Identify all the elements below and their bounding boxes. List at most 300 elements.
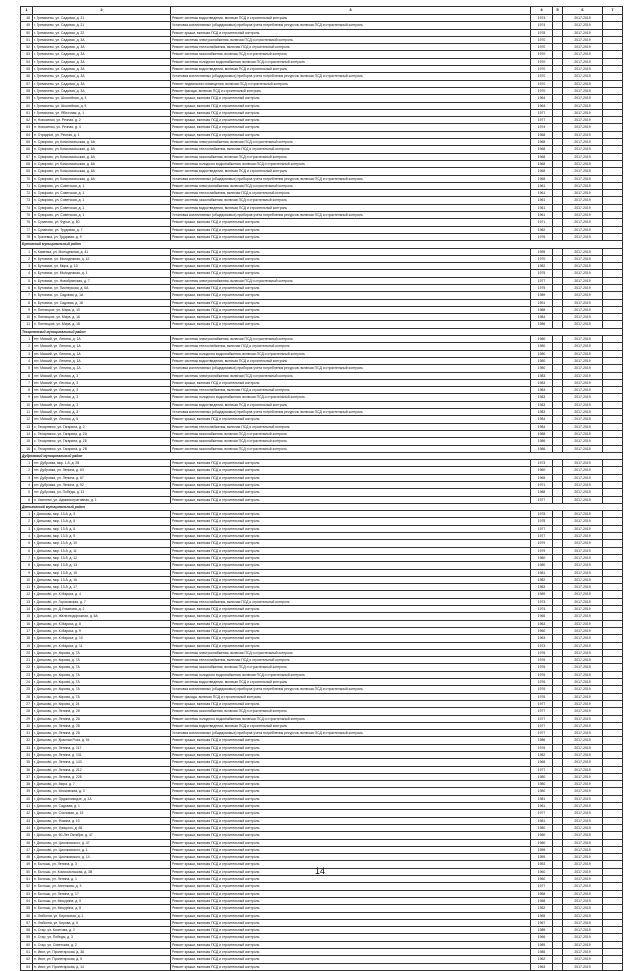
empty-cell [553,36,563,43]
empty-cell [553,591,563,598]
empty-cell [553,175,563,182]
period-cell: 2017-2019 [563,890,603,897]
empty-cell [603,277,623,284]
table-row [21,700,623,707]
table-row [21,387,623,394]
table-row [21,263,623,270]
empty-cell [553,226,563,233]
empty-cell [603,139,623,146]
year-cell: 1973 [531,598,553,605]
row-number-cell: 53 [21,51,33,58]
table-row [21,759,623,766]
period-cell: 2017-2019 [563,861,603,868]
year-cell: 1970 [531,36,553,43]
row-number-cell: 28 [21,708,33,715]
empty-cell [553,131,563,138]
year-cell: 1977 [531,708,553,715]
header-row [21,7,623,15]
work-type-cell: Ремонт крыши, включая ПСД и строительный контроль [171,219,531,226]
row-number-cell: 18 [21,635,33,642]
empty-cell [553,416,563,423]
period-cell: 2017-2019 [563,876,603,883]
address-cell: пгт. Мяский, ул. Лесная, д. 3 [33,401,171,408]
period-cell: 2017-2019 [563,730,603,737]
empty-cell [553,744,563,751]
empty-cell [553,146,563,153]
period-cell: 2017-2019 [563,219,603,226]
year-cell: 1961 [531,197,553,204]
empty-cell [603,554,623,561]
period-cell: 2017-2019 [563,387,603,394]
section-row [21,452,623,459]
period-cell: 2017-2019 [563,66,603,73]
table-row [21,576,623,583]
work-type-cell: Ремонт крыши, включая ПСД и строительный контроль [171,832,531,839]
row-number-cell: 3 [21,474,33,481]
empty-cell [603,708,623,715]
year-cell: 1978 [531,511,553,518]
empty-cell [603,606,623,613]
section-row [21,503,623,510]
year-cell: 1970 [531,87,553,94]
table-row [21,846,623,853]
row-number-cell: 11 [21,409,33,416]
row-number-cell: 2 [21,343,33,350]
year-cell: 1976 [531,679,553,686]
row-number-cell: 5 [21,365,33,372]
year-cell: 1995 [531,248,553,255]
period-cell: 2017-2019 [563,613,603,620]
address-cell: п. Новоселки, ул. Речная, д. 4 [33,124,171,131]
period-cell: 2017-2019 [563,467,603,474]
year-cell: 1980 [531,839,553,846]
work-type-cell: Ремонт системы холодного водоснабжения, включая ПСД и строительный контроль [171,58,531,65]
address-cell: п. Любохна, ул. Березовая, д. 1 [33,912,171,919]
table-row [21,766,623,773]
empty-cell [553,941,563,948]
work-type-cell: Ремонт крыши, включая ПСД и строительный контроль [171,263,531,270]
empty-cell [603,168,623,175]
year-cell: 1979 [531,547,553,554]
table-row [21,897,623,904]
empty-cell [553,160,563,167]
empty-cell [603,314,623,321]
empty-cell [603,883,623,890]
year-cell: 1968 [531,175,553,182]
period-cell: 2017-2019 [563,846,603,853]
work-type-cell: Ремонт системы газоснабжения, включая ПСД и строительный контроль [171,445,531,452]
year-cell: 1976 [531,693,553,700]
empty-cell [553,153,563,160]
year-cell: 1974 [531,15,553,22]
address-cell: г. Дятьково, ул. Ленина, д. 28 [33,730,171,737]
empty-cell [553,905,563,912]
table-row [21,66,623,73]
row-number-cell: 62 [21,117,33,124]
row-number-cell: 67 [21,153,33,160]
table-row [21,941,623,948]
empty-cell [603,525,623,532]
empty-cell [553,306,563,313]
empty-cell [553,788,563,795]
year-cell: 1958 [531,897,553,904]
empty-cell [553,627,563,634]
period-cell: 2017-2019 [563,635,603,642]
empty-cell [553,730,563,737]
year-cell: 1965 [531,474,553,481]
row-number-cell: 39 [21,788,33,795]
row-number-cell: 53 [21,890,33,897]
year-cell: 1980 [531,343,553,350]
row-number-cell: 1 [21,511,33,518]
period-cell: 2017-2019 [563,751,603,758]
header-cell: 4 [531,7,553,15]
address-cell: п. Бытошь, ул. Ленина, д. 1 [33,876,171,883]
empty-cell [553,460,563,467]
empty-cell [553,168,563,175]
year-cell: 1983 [531,394,553,401]
period-cell: 2017-2019 [563,263,603,270]
year-cell: 1978 [531,29,553,36]
period-cell: 2017-2019 [563,277,603,284]
table-row [21,255,623,262]
work-type-cell: Ремонт крыши, включая ПСД и строительный контроль [171,233,531,240]
table-row [21,751,623,758]
table-row [21,306,623,313]
year-cell: 1966 [531,934,553,941]
period-cell: 2017-2019 [563,627,603,634]
table-row [21,460,623,467]
table-row [21,781,623,788]
year-cell: 1965 [531,912,553,919]
work-type-cell: Ремонт крыши, включая ПСД и строительный контроль [171,890,531,897]
header-cell: 1 [21,7,33,15]
row-number-cell: 61 [21,109,33,116]
year-cell: 1979 [531,540,553,547]
year-cell: 1976 [531,686,553,693]
empty-cell [603,365,623,372]
empty-cell [603,846,623,853]
empty-cell [603,686,623,693]
address-cell: г. Дятьково, ул. Ленина, д. 28 [33,708,171,715]
year-cell: 1970 [531,66,553,73]
address-cell: г. Гремячево, ул. Садовая, д. 22 [33,29,171,36]
address-cell: п. Суворово, ул. Советская, д. 1 [33,190,171,197]
work-type-cell: Ремонт крыши, включая ПСД и строительный контроль [171,846,531,853]
document-table-container [20,6,622,971]
work-type-cell: Ремонт системы теплоснабжения, включая ПСД и строительный контроль [171,423,531,430]
table-row [21,547,623,554]
empty-cell [553,299,563,306]
address-cell: п. Новоселки, ул. Речная, д. 2 [33,117,171,124]
table-row [21,912,623,919]
empty-cell [603,248,623,255]
address-cell: г. Дятьково, ул. Кирова, д. 24 [33,700,171,707]
work-type-cell: Ремонт крыши, включая ПСД и строительный контроль [171,321,531,328]
table-row [21,153,623,160]
empty-cell [553,686,563,693]
year-cell: 1968 [531,153,553,160]
address-cell: г. Гремячево, ул. Шоссейная, д. 3 [33,95,171,102]
empty-cell [603,22,623,29]
empty-cell [553,664,563,671]
period-cell: 2017-2019 [563,474,603,481]
row-number-cell: 6 [21,547,33,554]
year-cell: 1988 [531,306,553,313]
period-cell: 2017-2019 [563,941,603,948]
empty-cell [553,854,563,861]
empty-cell [603,87,623,94]
row-number-cell: 21 [21,657,33,664]
year-cell: 1978 [531,518,553,525]
empty-cell [603,263,623,270]
address-cell: г. Дятьково, мкр. 13-й, д. 3 [33,511,171,518]
work-type-cell: Ремонт системы водоотведения, включая ПСД и строительный контроль [171,357,531,364]
row-number-cell: 20 [21,649,33,656]
period-cell: 2017-2019 [563,949,603,956]
empty-cell [603,613,623,620]
address-cell: п. Суханово, ул. Фурье, д. 80 [33,219,171,226]
empty-cell [553,430,563,437]
period-cell: 2017-2019 [563,482,603,489]
work-type-cell: Ремонт системы электроснабжения, включая ПСД и строительный контроль [171,649,531,656]
address-cell: п. Суворово, ул. Комсомольская, д. 6А [33,153,171,160]
empty-cell [553,839,563,846]
address-cell: г. Дятьково, ул. Ленина, д. 143 [33,759,171,766]
table-row [21,620,623,627]
header-cell: 6 [563,7,603,15]
table-row [21,409,623,416]
table-row [21,22,623,29]
address-cell: пгт. Дубровка, ул. Ленина, д. 92 [33,482,171,489]
period-cell: 2017-2019 [563,365,603,372]
address-cell: с. Тесарнянск, ул. Гагарина, д. 2 [33,423,171,430]
period-cell: 2017-2019 [563,912,603,919]
empty-cell [553,66,563,73]
empty-cell [603,80,623,87]
address-cell: г. Дятьково, ул. Ленина, д. 131 [33,751,171,758]
work-type-cell: Установка коллективных (общедомовых) приборов учета потребления ресурсов, включая ПСД и строительный контроль [171,409,531,416]
period-cell: 2017-2019 [563,416,603,423]
address-cell: г. Дятьково, ул. Кирова, д. 7А [33,664,171,671]
table-row [21,613,623,620]
empty-cell [603,29,623,36]
empty-cell [603,905,623,912]
empty-cell [603,795,623,802]
empty-cell [553,212,563,219]
work-type-cell: Ремонт крыши, включая ПСД и строительный контроль [171,766,531,773]
table-row [21,190,623,197]
row-number-cell: 52 [21,44,33,51]
address-cell: г. Дятьково, ул. Кирова, д. 7А [33,657,171,664]
period-cell: 2017-2019 [563,182,603,189]
empty-cell [603,73,623,80]
empty-cell [603,664,623,671]
empty-cell [603,350,623,357]
address-cell: г. Дятьково, ул. К.Маркса, д. 10 [33,635,171,642]
empty-cell [553,883,563,890]
row-number-cell: 7 [21,379,33,386]
table-row [21,270,623,277]
period-cell: 2017-2019 [563,146,603,153]
empty-cell [603,824,623,831]
year-cell: 1976 [531,744,553,751]
empty-cell [603,430,623,437]
year-cell: 1980 [531,365,553,372]
work-type-cell: Ремонт системы холодного водоснабжения, включая ПСД и строительный контроль [171,715,531,722]
header-cell: 7 [603,7,623,15]
address-cell: п. Стар, ул. Советская, д. 2 [33,941,171,948]
address-cell: п. Бытошь, ул. Агеенкова, д. 3 [33,883,171,890]
year-cell: 1961 [531,204,553,211]
table-row [21,146,623,153]
section-row [21,328,623,335]
table-row [21,657,623,664]
table-row [21,197,623,204]
year-cell: 1960 [531,467,553,474]
address-cell: г. Дятьково, ул. Железнодорожная, д. 6А [33,613,171,620]
year-cell: 1961 [531,212,553,219]
row-number-cell: 1 [21,336,33,343]
empty-cell [603,197,623,204]
address-cell: пгт. Мяский, ул. Ленина, д. 1А [33,365,171,372]
table-row [21,430,623,437]
empty-cell [603,416,623,423]
table-row [21,365,623,372]
row-number-cell: 11 [21,321,33,328]
work-type-cell: Ремонт крыши, включая ПСД и строительный контроль [171,934,531,941]
work-type-cell: Ремонт крыши, включая ПСД и строительный контроль [171,868,531,875]
work-type-cell: Ремонт крыши, включая ПСД и строительный контроль [171,905,531,912]
empty-cell [553,554,563,561]
row-number-cell: 24 [21,679,33,686]
empty-cell [553,715,563,722]
row-number-cell: 77 [21,226,33,233]
work-type-cell: Ремонт крыши, включая ПСД и строительный контроль [171,642,531,649]
row-number-cell: 48 [21,15,33,22]
empty-cell [553,613,563,620]
row-number-cell: 8 [21,299,33,306]
work-type-cell: Ремонт крыши, включая ПСД и строительный контроль [171,102,531,109]
work-type-cell: Ремонт крыши, включая ПСД и строительный контроль [171,949,531,956]
empty-cell [553,598,563,605]
row-number-cell: 9 [21,569,33,576]
table-row [21,927,623,934]
table-row [21,810,623,817]
table-row [21,58,623,65]
table-row [21,686,623,693]
empty-cell [553,803,563,810]
empty-cell [553,15,563,22]
empty-cell [553,547,563,554]
address-cell: пгт. Мяский, ул. Ленина, д. 1А [33,343,171,350]
empty-cell [553,372,563,379]
work-type-cell: Ремонт крыши, включая ПСД и строительный контроль [171,554,531,561]
empty-cell [603,175,623,182]
period-cell: 2017-2019 [563,131,603,138]
work-type-cell: Ремонт системы теплоснабжения, включая ПСД и строительный контроль [171,387,531,394]
year-cell: 1953 [531,861,553,868]
work-type-cell: Ремонт системы холодного водоснабжения, включая ПСД и строительный контроль [171,394,531,401]
table-row [21,890,623,897]
row-number-cell: 33 [21,744,33,751]
work-type-cell: Ремонт крыши, включая ПСД и строительный контроль [171,109,531,116]
year-cell: 1982 [531,226,553,233]
work-type-cell: Ремонт крыши, включая ПСД и строительный контроль [171,861,531,868]
address-cell: п. Ивот, ул. Пролетарская, д. 14 [33,963,171,970]
period-cell: 2017-2019 [563,693,603,700]
address-cell: г. Дятьково, ул. Ленина, д. 28 [33,722,171,729]
address-cell: г. Дятьково, мкр. 13-й, д. 10 [33,540,171,547]
work-type-cell: Ремонт крыши, включая ПСД и строительный контроль [171,759,531,766]
table-row [21,226,623,233]
period-cell: 2017-2019 [563,321,603,328]
year-cell: 1974 [531,124,553,131]
year-cell: 1971 [531,482,553,489]
address-cell: г. Дятьково, мкр. 13-й, д. 16 [33,576,171,583]
work-type-cell: Ремонт крыши, включая ПСД и строительный контроль [171,416,531,423]
table-row [21,117,623,124]
work-type-cell: Ремонт системы электроснабжения, включая ПСД и строительный контроль [171,139,531,146]
empty-cell [553,51,563,58]
address-cell: г. Гремячево, ул. Садовая, д. 3А [33,80,171,87]
work-type-cell: Ремонт крыши, включая ПСД и строительный контроль [171,737,531,744]
period-cell: 2017-2019 [563,824,603,831]
empty-cell [603,460,623,467]
section-title: Бутовский муниципальный район [21,241,623,248]
row-number-cell: 31 [21,730,33,737]
empty-cell [553,73,563,80]
period-cell: 2017-2019 [563,292,603,299]
row-number-cell: 9 [21,394,33,401]
year-cell: 1988 [531,430,553,437]
empty-cell [553,890,563,897]
empty-cell [603,963,623,970]
address-cell: п. Суворово, ул. Комсомольская, д. 6А [33,175,171,182]
address-cell: г. Гремячево, ул. Садовая, д. 3А [33,44,171,51]
empty-cell [553,642,563,649]
period-cell: 2017-2019 [563,306,603,313]
row-number-cell: 6 [21,284,33,291]
row-number-cell: 3 [21,350,33,357]
work-type-cell: Ремонт крыши, включая ПСД и строительный контроль [171,489,531,496]
empty-cell [603,394,623,401]
work-type-cell: Ремонт системы электроснабжения, включая ПСД и строительный контроль [171,372,531,379]
work-type-cell: Установка коллективных (общедомовых) приборов учета потребления ресурсов, включая ПСД и строительный контроль [171,22,531,29]
year-cell: 1971 [531,219,553,226]
row-number-cell: 25 [21,686,33,693]
work-type-cell: Ремонт системы водоотведения, включая ПСД и строительный контроль [171,204,531,211]
period-cell: 2017-2019 [563,212,603,219]
empty-cell [553,781,563,788]
work-type-cell: Ремонт крыши, включая ПСД и строительный контроль [171,620,531,627]
empty-cell [553,248,563,255]
year-cell: 1961 [531,182,553,189]
period-cell: 2017-2019 [563,562,603,569]
empty-cell [603,803,623,810]
row-number-cell: 36 [21,766,33,773]
work-type-cell: Ремонт крыши, включая ПСД и строительный контроль [171,270,531,277]
table-row [21,730,623,737]
row-number-cell: 10 [21,314,33,321]
address-cell: пгт. Мяский, ул. Лесная, д. 3 [33,379,171,386]
empty-cell [603,620,623,627]
row-number-cell: 23 [21,671,33,678]
year-cell: 1968 [531,168,553,175]
row-number-cell: 69 [21,168,33,175]
year-cell: 1977 [531,715,553,722]
empty-cell [603,788,623,795]
